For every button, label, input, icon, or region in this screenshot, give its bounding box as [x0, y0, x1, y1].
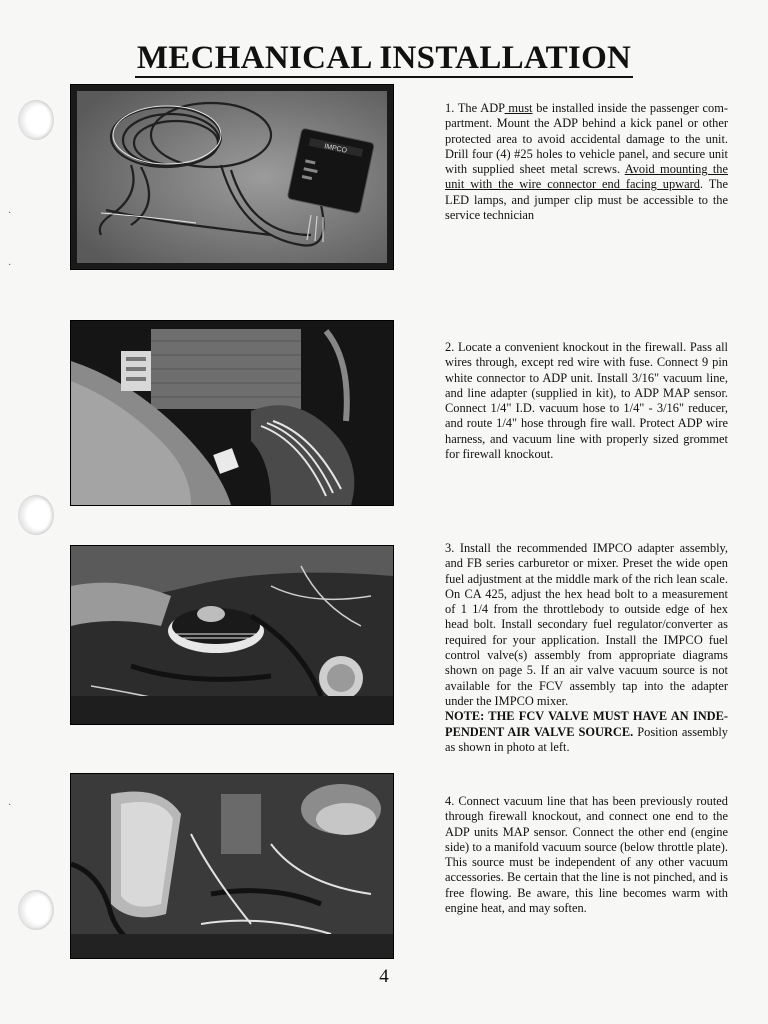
- page-title: [0, 40, 768, 77]
- step-3-after-note: Position assembly as shown in photo at left.: [445, 724, 728, 754]
- scan-mark: ·: [8, 208, 12, 219]
- step-2-text: 2. Locate a convenient knockout in the firewall. Pass all wires through, except red wire with fuse. Connect 9 pin white connector to ADP unit. Install 3/16" vacuum line, and line adapter (supplied in kit), to ADP MAP sensor. Connect 1/4" I.D. vacuum hose to 1/4" - 3/16" reducer, and route 1/4" hose through fire wall. Protect ADP wire harness, and vacuum line with properly sized grommet for firewall knockout.: [445, 340, 728, 462]
- step-3-body: 3. Install the recommended IMPCO adapter assembly, and FB series carburetor or mixer. Preset the wide open fuel adjustment at the middle mark of the rich lean scale. On CA 425, adjust the hex head bolt to a measurement of 1 1/4 from the throttlebody to outside edge of hex head bolt. Install secondary fuel regulator/converter as required for your application. Install the IMPCO fuel control valve(s) assembly from appropriate diagrams shown on page 5. If an air valve vacuum source is not available for the FCV assembly tap into the adapter under the IMPCO mixer.: [445, 541, 728, 708]
- step-1-part: be installed inside the passenger com-partment. Mount the ADP behind a kick panel or other protected area to avoid accidental damage to the unit. Drill four (4) #25 holes to vehicle panel, and secure unit with supplied sheet metal screws.: [445, 101, 729, 177]
- firewall-knockout-wiring-icon: [71, 321, 393, 505]
- vacuum-line-routing-icon: [71, 774, 393, 958]
- step-3-note: NOTE: THE FCV VALVE MUST HAVE AN INDE-PENDENT AIR VALVE SOURCE.: [445, 709, 728, 739]
- engine-bay-photo: [70, 545, 394, 725]
- step-1-part: . The LED lamps, and jumper clip must be accessible to the service technician: [445, 177, 728, 223]
- binder-hole-icon: [18, 495, 54, 535]
- adp-unit-photo: [70, 84, 394, 270]
- engine-bay-adapter-assembly-icon: [71, 546, 393, 724]
- vacuum-line-photo: [70, 773, 394, 959]
- adp-unit-with-wiring-harness-icon: [71, 85, 393, 269]
- step-1-text: [445, 101, 728, 223]
- scan-mark: ·: [8, 260, 12, 271]
- firewall-photo: [70, 320, 394, 506]
- page-number: 4: [379, 966, 389, 987]
- page-title-text: MECHANICAL INSTALLATION: [136, 40, 632, 76]
- step-4-text: 4. Connect vacuum line that has been previously routed through firewall knockout, and connect one end to the ADP units MAP sensor. Connect the other end (engine side) to a manifold vacuum source (below throttle plate). This source must be independent of any other vacuum accessories. Be certain that the line is not pinched, and is free flowing. Be aware, this line becomes warm with engine heat, and may soften.: [445, 794, 728, 916]
- step-1-part: 1. The ADP: [445, 101, 505, 115]
- step-1-emphasis-must: must: [504, 101, 533, 115]
- binder-hole-icon: [18, 890, 54, 930]
- binder-hole-icon: [18, 100, 54, 140]
- impco-label: IMPCO: [323, 143, 348, 155]
- scan-mark: ·: [8, 800, 12, 811]
- step-3-text: [445, 541, 728, 755]
- step-1-warning: Avoid mounting the unit with the wire connector end facing upward: [445, 162, 729, 192]
